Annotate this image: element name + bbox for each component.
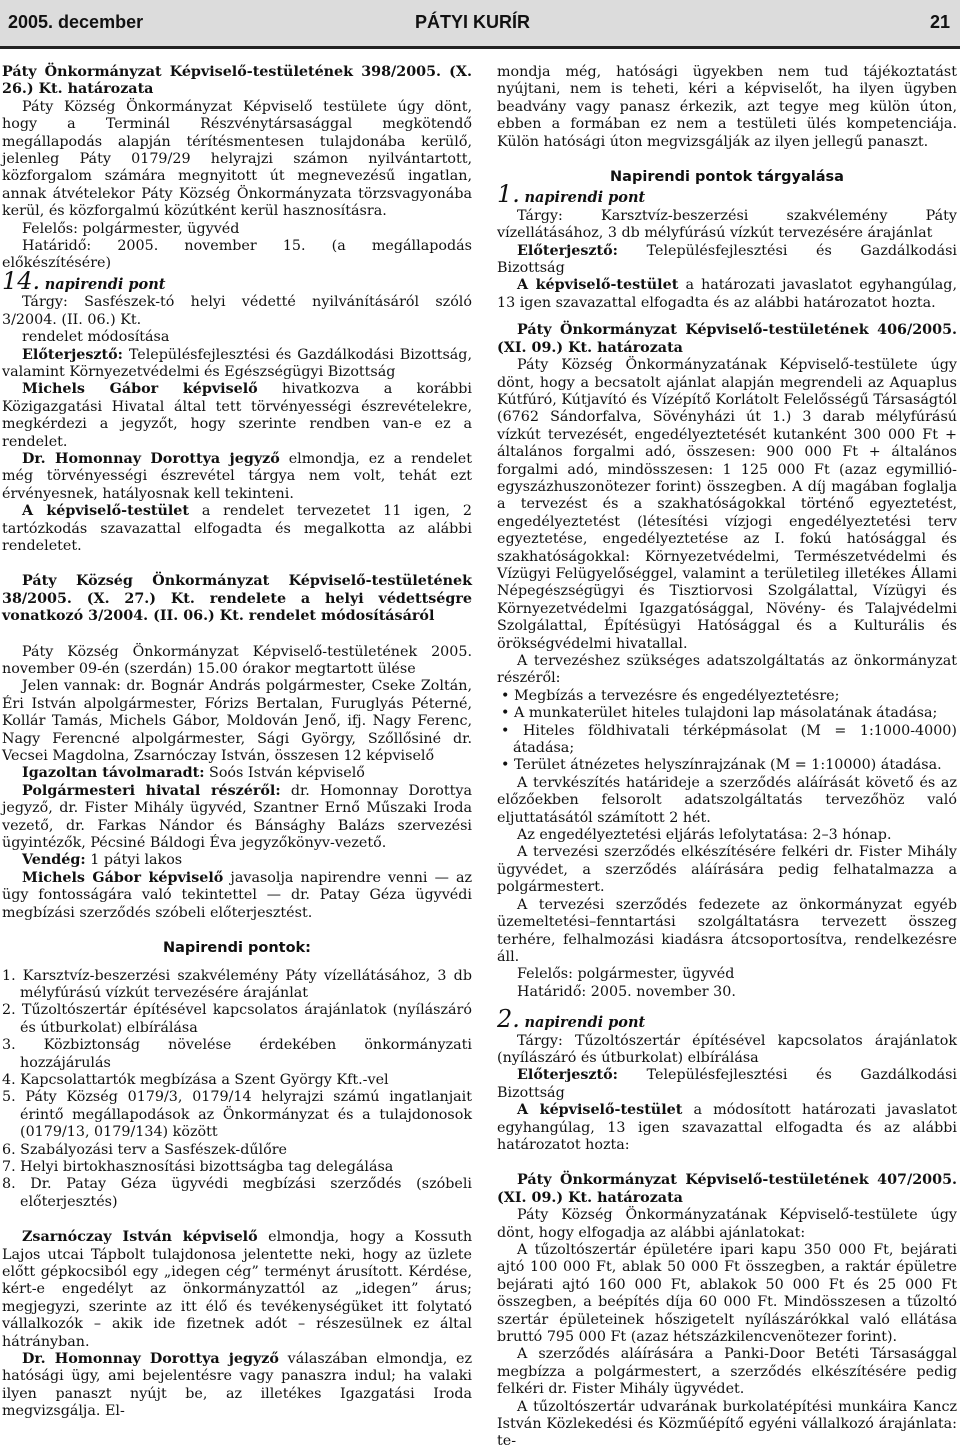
permit-duration: Az engedélyeztetési eljárás lefolytatása: 2–3 hónap.: [517, 827, 892, 844]
agenda-point-1-presenter: [497, 243, 957, 278]
present-members: Jelen vannak: dr. Bognár András polgármester, Cseke Zoltán, Éri István alpolgármester, Fórizs Bertalan, Furuglyás Péterné, Kollár Tamás, Michels Gábor, Moldován Jenő, ifj. Nagy Ferenc, Nagy Ferencné alpolgármester, Sági György, Szőllősiné dr. Vecsei Magdolna, Zsarnóczay István, összesen 12 képviselő: [2, 678, 472, 765]
resolution-398-title: Páty Önkormányzat Képviselő-testületének 398/2005. (X. 26.) Kt. határozata: [2, 64, 472, 98]
agenda-item: 1. Karsztvíz-beszerzési szakvélemény Páty vízellátásához, 3 db mélyfúrású vízkút tervezésére árajánlat: [2, 967, 472, 1001]
michels-proposal: [2, 870, 472, 922]
guests: [2, 852, 472, 869]
agenda-point-2-subject: Tárgy: Tűzoltószertár építésével kapcsolatos árajánlatok (nyílászáró és útburkolat) elbírálása: [497, 1032, 957, 1066]
agenda-item: 7. Helyi birtokhasznosítási bizottságba tag delegálása: [2, 1158, 394, 1175]
resolution-406-title: Páty Önkormányzat Képviselő-testületének 406/2005. (XI. 09.) Kt. határozata: [497, 322, 957, 356]
office-attendees: [2, 783, 472, 853]
agenda-point-number: 1.: [497, 180, 520, 209]
agenda-point-1-heading: [497, 180, 957, 209]
agenda-point-label: napirendi pont: [524, 1014, 646, 1032]
agenda-point-14-heading: [2, 266, 472, 295]
guest-text: 1 pátyi lakos: [90, 852, 183, 869]
speaker-name: Zsarnóczay István képviselő: [22, 1229, 258, 1246]
vote-subject: A képviselő-testület: [22, 503, 189, 520]
minutes-intro: Páty Község Önkormányzat Képviselő-testületének 2005. november 09-én (szerdán) 15.00 órakor megtartott ülése: [2, 643, 472, 677]
agenda-discussion-heading: Napirendi pontok tárgyalása: [610, 169, 844, 186]
contract-signing: A tervezési szerződés elkészítésére felkéri dr. Fister Mihály ügyvédet, a szerződés aláírására pedig felhatalmazza a polgármestert.: [497, 844, 957, 896]
issue-date: 2005. december: [8, 12, 144, 32]
office-label: Polgármesteri hivatal részéről:: [22, 782, 281, 799]
resolution-398-deadline: Határidő: 2005. november 15. (a megállapodás előkészítésére): [2, 238, 472, 272]
speaker-text: válaszában elmondja, ez hatósági ügy, ami bejelentésre vagy panaszra indul; ha valaki ilyen panaszt nyújt be, az illetékes Igazgatási Iroda megvizsgálja. El-: [2, 1351, 472, 1420]
presenter-text: Településfejlesztési és Gazdálkodási Bizottság: [497, 242, 957, 277]
speaker-name: Dr. Homonnay Dorottya jegyző: [22, 1351, 279, 1368]
vote-text: a határozati javaslatot egyhangúlag, 13 igen szavazattal elfogadta és az alábbi határozatot hozta.: [497, 277, 958, 311]
speaker-name: Michels Gábor képviselő: [22, 869, 224, 886]
absent-label: Igazoltan távolmaradt:: [22, 765, 205, 782]
right-column: [497, 64, 957, 1451]
resolution-406-responsible: Felelős: polgármester, ügyvéd: [517, 966, 735, 983]
decree-38-title: Páty Község Önkormányzat Képviselő-testületének 38/2005. (X. 27.) Kt. rendelete a helyi védettségre vonatkozó 3/2004. (II. 06.) Kt. rendelet módosításáról: [2, 573, 472, 625]
absent-members: [2, 765, 472, 782]
agenda-item: 5. Páty Község 0179/3, 0179/14 helyrajzi számú ingatlanjait érintő megállapodások az Önkormányzat és a tulajdonosok (0179/13, 0179/134) között: [2, 1089, 472, 1141]
agenda-point-label: napirendi pont: [524, 189, 646, 207]
plan-deadline: A tervkészítés határideje a szerződés aláírását követő és az előzőekben felsorolt adatszolgáltatás tervezőhöz való eljuttatásától számított 2 hét.: [497, 774, 957, 826]
office-text: dr. Homonnay Dorottya jegyző, dr. Fister Mihály ügyvéd, Szantner Ernő Műszaki Iroda vezető, dr. Farkas Nándor és Bánsághy Balázs szervezési ügyintézők, Pécsiné Báldogi Éva jegyzőkönyv-vezető.: [2, 782, 472, 852]
page-number: 21: [929, 12, 950, 32]
guest-label: Vendég:: [22, 852, 86, 869]
newspaper-title: PÁTYI KURÍR: [415, 12, 531, 32]
page-header: [0, 0, 960, 52]
zsarnoczay-statement: [2, 1229, 472, 1351]
funding-source: A tervezési szerződés fedezete az önkormányzat egyéb üzemeltetési–fenntartási szolgáltatásra tervezett összeg terhére, felhalmozási kiadásra átcsoportosítva, rendelkezésre áll.: [497, 896, 957, 965]
data-supply-item: • A munkaterület hiteles tulajdoni lap másolatának átadása;: [501, 705, 938, 722]
agenda-point-14-subject: Tárgy: Sasfészek-tó helyi védetté nyilvánításáról szóló 3/2004. (II. 06.) Kt.: [2, 294, 472, 328]
resolution-406-body: Páty Község Önkormányzatának Képviselő-testülete úgy dönt, hogy a becsatolt ajánlat alapján megrendeli az Aquaplus Kútfúró, Kútjavító és Vízépítő Korlátolt Felelősségű Társaságtól (6762 Sándorfalva, Sövényházi út 1.) 3 darab mélyfúrású vízkút tervezését, engedélyeztetését kutanként 300 000 Ft + általános forgalmi adó, összesen: 900 000 Ft + általános forgalmi adó, mindösszesen: 1 125 000 Ft (azaz egymillió-egyszázhuszonötezer forint) összegben. A díj magában foglalja a tervezést és a szakhatóságokkal történő egyeztetést, engedélyeztetést (létesítési vízjogi engedélyeztetési terv egyeztetése, engedélyeztetése az I. fokú hatósággal és szakhatóságokkal: Környezetvédelmi, Természetvédelmi és Vízügyi Felügyelőséggel, valamint a területileg illetékes Állami Népegészségügyi és Tisztiorvosi Szolgálattal, Vízügyi és Környezetvédelmi Igazgatósággal, Növény- és Talajvédelmi Szolgálattal, Építésügyi Hatósággal és a Kulturális és örökségvédelmi hivatallal.: [497, 357, 957, 652]
presenter-text: Településfejlesztési és Gazdálkodási Bizottság, valamint Környezetvédelmi és Egészségügyi Bizottság: [2, 346, 472, 380]
agenda-item: 6. Szabályozási terv a Sasfészek-dűlőre: [2, 1141, 288, 1158]
data-supply-item: • Megbízás a tervezésre és engedélyeztetésre;: [501, 687, 840, 704]
agenda-item: 2. Tűzoltószertár építésével kapcsolatos árajánlatok (nyílászáró és útburkolat) elbírálása: [2, 1002, 472, 1036]
speaker-text: hivatkozva a korábbi Közigazgatási Hivatal által tett törvényességi észrevételekre, megkérdezi a jegyzőt, hogy szerinte rendben van-e ez a rendelet.: [2, 381, 472, 450]
speaker-name: Dr. Homonnay Dorottya jegyző: [22, 450, 280, 467]
agenda-point-number: 2.: [497, 1005, 520, 1034]
agenda-point-1-subject: Tárgy: Karsztvíz-beszerzési szakvélemény Páty vízellátásához, 3 db mélyfúrású vízkút tervezésére árajánlat: [497, 207, 957, 242]
agenda-item: 3. Közbiztonság növelése érdekében önkormányzati hozzájárulás: [2, 1037, 472, 1071]
agenda-heading: Napirendi pontok:: [163, 940, 311, 957]
resolution-407-title: Páty Önkormányzat Képviselő-testületének 407/2005. (XI. 09.) Kt. határozata: [497, 1172, 957, 1206]
resolution-398-body: Páty Község Önkormányzat Képviselő testülete úgy dönt, hogy a Terminál Részvénytársasággal megkötendő megállapodás alapján térítésmentesen tulajdonába kerülő, jelenleg Páty 0179/29 helyrajzi számon nyilvántartott, közforgalom számára megnyitott út megnevezésű ingatlan, annak átvételekor Páty Község Önkormányzata törzsvagyonába kerül, és közforgalmú közútként kerül hasznosításra.: [2, 98, 472, 220]
agenda-point-2-presenter: [497, 1067, 957, 1102]
left-column: [2, 64, 472, 1421]
data-supply-list: [497, 688, 957, 775]
agenda-item: 8. Dr. Patay Géza ügyvédi megbízási szerződés (szóbeli előterjesztés): [2, 1176, 472, 1210]
absent-text: Soós István képviselő: [209, 765, 365, 782]
agenda-point-2-heading: [497, 1005, 957, 1034]
presenter-label: Előterjesztő:: [517, 1067, 618, 1084]
homonnay-statement: [2, 451, 472, 503]
vote-subject: A képviselő-testület: [517, 1102, 683, 1119]
agenda-point-label: napirendi pont: [44, 275, 166, 293]
data-supply-item: • Terület átnézetes helyszínrajzának (M = 1:10000) átadása.: [501, 757, 942, 774]
vote-subject: A képviselő-testület: [517, 277, 679, 294]
reply-continuation: mondja még, hatósági ügyekben nem tud tájékoztatást nyújtani, nem is teheti, kéri a képviselőt, ha ilyen ügyben beadvány vagy panasz érkezik, azt tegye meg külön úton, ebben a formában ez nem a testületi ülés kompetenciája. Külön hatósági úton megvizsgálják az ilyen jellegű panaszt.: [497, 64, 957, 150]
data-supply-item: • Hiteles földhivatali térképmásolat (M = 1:1000-4000) átadása;: [501, 722, 957, 757]
presenter-label: Előterjesztő:: [22, 346, 123, 363]
agenda-item: 4. Kapcsolattartók megbízása a Szent György Kft.-vel: [2, 1071, 389, 1088]
agenda-point-14-subject-cont: rendelet módosítása: [22, 329, 170, 346]
header-rule: [0, 46, 960, 49]
resolution-407-decision: Páty Község Önkormányzatának Képviselő-testülete úgy dönt, hogy elfogadja az alábbi ajánlatokat:: [497, 1207, 957, 1241]
agenda-point-14-presenter: [2, 347, 472, 382]
speaker-text: elmondja, ez a rendelet még törvényességi észrevétel tárgya nem volt, tehát ezt érvényesnek, hatályosnak kell tekinteni.: [2, 450, 472, 502]
presenter-label: Előterjesztő:: [517, 242, 618, 259]
resolution-406-deadline: Határidő: 2005. november 30.: [517, 983, 736, 1000]
resolution-398-responsible: Felelős: polgármester, ügyvéd: [22, 220, 240, 237]
speaker-text: javasolja napirendre venni — az ügy fontosságára való tekintettel — dr. Patay Géza ügyvédi megbízási szerződés szóbeli előterjesztést.: [2, 869, 472, 921]
vote-text: a módosított határozati javaslatot egyhangúlag, 13 igen szavazattal elfogadta és az alábbi határozatot hozta:: [497, 1102, 957, 1153]
presenter-text: Településfejlesztési és Gazdálkodási Bizottság: [497, 1067, 957, 1101]
homonnay-reply: [2, 1351, 472, 1421]
michels-statement: [2, 381, 472, 451]
speaker-text: elmondja, hogy a Kossuth Lajos utcai Tápbolt tulajdonosa jelentette neki, hogy az üzlete előtt gépkocsiból egy „idegen cég” terményt árusított. Kérdése, kért-e engedélyt az önkormányzattól az „idegen” árus; megjegyzi, szerinte az itt élő és tevékenységüket itt folytató vállalkozók – akik ide fizetnek adót – részesülnek ez által hátrányban.: [2, 1229, 473, 1350]
vote-statement: [2, 503, 472, 555]
agenda-list: [2, 968, 472, 1212]
agenda-point-1-vote: [497, 277, 957, 312]
agenda-point-2-vote: [497, 1102, 957, 1154]
agenda-point-number: 14.: [2, 266, 41, 295]
resolution-407-paving: A tűzoltószertár udvarának burkolatépítési munkáira Kancz István Közlekedési és Közműépítő egyéni vállalkozó árajánlata: te-: [497, 1398, 957, 1450]
data-supply-intro: A tervezéshez szükséges adatszolgáltatás az önkormányzat részéről:: [497, 653, 957, 687]
vote-text: a rendelet tervezetet 11 igen, 2 tartózkodás szavazattal elfogadta és megalkotta az alábbi rendeletet.: [2, 503, 473, 554]
resolution-407-prices: A tűzoltószertár épületére ipari kapu 350 000 Ft, bejárati ajtó 100 000 Ft, ablak 50 000 Ft összegben, a raktár épületre bejárati ajtó 160 000 Ft, ablakok 50 000 Ft és 25 000 Ft összegben, a beépítés díja 60 000 Ft. Mindösszesen a tűzoltó szertár épületeinek hőszigetelt nyílászárókkal való ellátása bruttó 795 000 Ft (azaz hétszázkilencvenötezer forint).: [497, 1242, 957, 1346]
resolution-407-contract: A szerződés aláírására a Panki-Door Betéti Társasággal megbízza a polgármestert, a szerződés elkészítésére pedig felkéri dr. Fister Mihály ügyvédet.: [497, 1346, 957, 1398]
speaker-name: Michels Gábor képviselő: [22, 381, 258, 398]
